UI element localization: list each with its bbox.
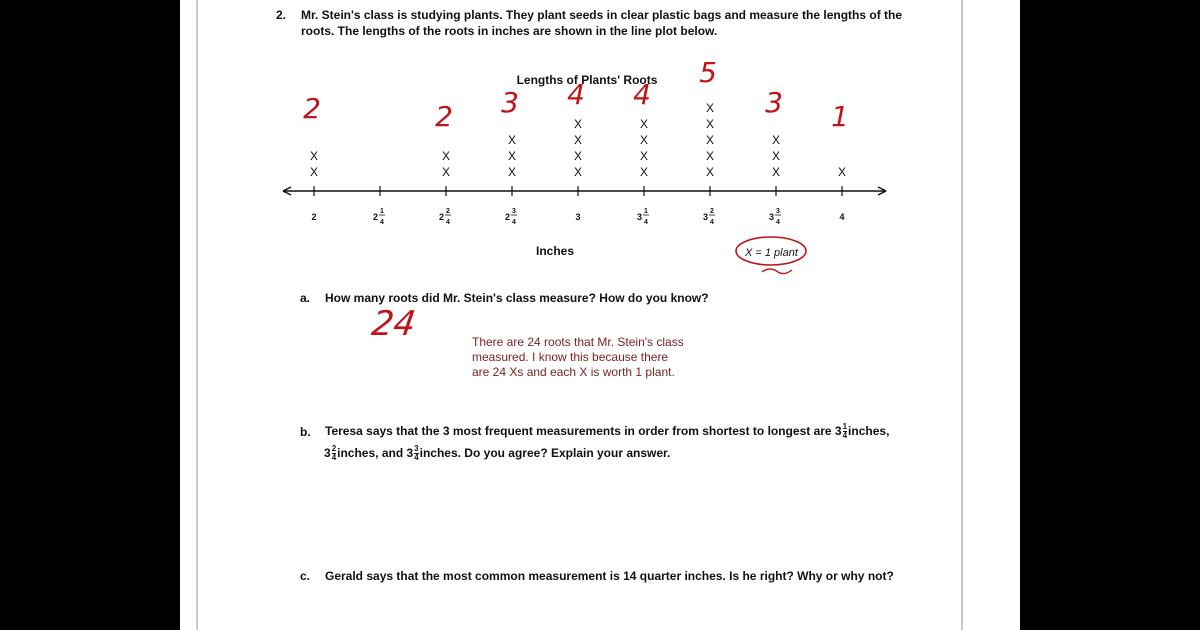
question-intro-line1: Mr. Stein's class is studying plants. They plant seeds in clear plastic bags and measure the lengths of the — [301, 8, 903, 22]
tick-label — [839, 212, 844, 222]
number-line — [283, 187, 886, 195]
handwritten-count: 3 — [765, 86, 783, 119]
svg-text:3: 3 — [636, 212, 642, 222]
part-b-fraction-3: $\frac{3}{4}$ — [414, 444, 419, 463]
plot-x-mark: X — [639, 165, 649, 179]
svg-text:2: 2 — [446, 208, 450, 215]
handwritten-count: 3 — [501, 86, 519, 119]
plot-x-mark: X — [573, 149, 583, 163]
plot-x-mark: X — [705, 133, 715, 147]
question-number: 2. — [276, 8, 287, 22]
plot-x-mark: X — [705, 101, 715, 115]
legend-key: X = 1 plant — [745, 247, 798, 259]
svg-text:3: 3 — [702, 212, 708, 222]
question-intro-line2: roots. The lengths of the roots in inches are shown in the line plot below. — [301, 24, 718, 38]
part-c-label: c. — [300, 569, 311, 583]
tick-label — [373, 208, 385, 226]
svg-text:3: 3 — [512, 208, 516, 215]
handwritten-count: 2 — [435, 100, 453, 133]
svg-text:4: 4 — [776, 219, 780, 226]
plot-x-mark: X — [639, 133, 649, 147]
plot-x-mark: X — [837, 165, 847, 179]
legend-scribble — [762, 269, 792, 274]
plot-x-mark: X — [441, 165, 451, 179]
plot-x-mark: X — [573, 117, 583, 131]
part-a-typed-answer-line1: There are 24 roots that Mr. Stein's class — [472, 335, 684, 349]
plot-x-mark: X — [573, 133, 583, 147]
part-a-handwritten-answer: 24 — [369, 304, 419, 344]
handwritten-count: 4 — [567, 78, 585, 111]
svg-text:2: 2 — [311, 212, 317, 222]
part-c-question: Gerald says that the most common measurement is 14 quarter inches. Is he right? Why or why not? — [325, 569, 894, 583]
svg-text:2: 2 — [710, 208, 714, 215]
plot-x-mark: X — [705, 117, 715, 131]
plot-x-mark: X — [507, 165, 517, 179]
handwritten-count: 2 — [303, 92, 321, 125]
plot-x-mark: X — [705, 165, 715, 179]
svg-text:4: 4 — [446, 219, 450, 226]
plot-x-mark: X — [507, 149, 517, 163]
tick-label — [703, 208, 715, 226]
x-axis-label: Inches — [535, 244, 575, 258]
tick-label — [311, 212, 316, 222]
plot-x-mark: X — [639, 149, 649, 163]
chart-title: Lengths of Plants' Roots — [516, 73, 658, 87]
part-b-label: b. — [300, 425, 311, 439]
svg-text:4: 4 — [710, 219, 714, 226]
svg-text:2: 2 — [438, 212, 444, 222]
part-b-text: Teresa says that the 3 most frequent measurements in order from shortest to longest are 3 — [325, 424, 842, 438]
plot-x-mark: X — [309, 165, 319, 179]
part-b-fraction-2: $\frac{2}{4}$ — [331, 444, 337, 463]
plot-x-mark: X — [771, 165, 781, 179]
handwritten-count: 5 — [699, 56, 717, 89]
svg-text:3: 3 — [768, 212, 774, 222]
tick-label — [575, 212, 580, 222]
svg-text:4: 4 — [380, 219, 384, 226]
svg-text:2: 2 — [504, 212, 510, 222]
part-a-typed-answer-line2: measured. I know this because there — [472, 350, 669, 364]
svg-text:4: 4 — [512, 219, 516, 226]
part-b-line1 — [325, 420, 889, 442]
part-a-typed-answer-line3: are 24 Xs and each X is worth 1 plant. — [472, 365, 675, 379]
plot-x-mark: X — [507, 133, 517, 147]
tick-label — [637, 208, 649, 226]
tick-label — [505, 208, 517, 226]
part-a-question: How many roots did Mr. Stein's class measure? How do you know? — [325, 291, 709, 305]
svg-text:1: 1 — [644, 208, 648, 215]
svg-text:4: 4 — [839, 212, 845, 222]
tick-label — [439, 208, 451, 226]
svg-text:1: 1 — [380, 208, 384, 215]
svg-text:4: 4 — [644, 219, 648, 226]
plot-x-mark: X — [639, 117, 649, 131]
plot-x-mark: X — [705, 149, 715, 163]
svg-text:3: 3 — [776, 208, 780, 215]
plot-x-mark: X — [309, 149, 319, 163]
part-b-fraction-1: $\frac{1}{4}$ — [842, 422, 848, 441]
part-a-label: a. — [300, 291, 311, 305]
svg-text:3: 3 — [575, 212, 581, 222]
handwritten-count: 4 — [633, 78, 651, 111]
plot-x-mark: X — [441, 149, 451, 163]
part-b-line2: 3 $\frac{2}{4}$ inches, and 3 $\frac{3}{4}$ inches. Do you agree? Explain your answer. — [324, 444, 671, 463]
plot-x-mark: X — [771, 133, 781, 147]
part-b-tail: inches, — [848, 424, 890, 438]
tick-label — [769, 208, 781, 226]
svg-text:2: 2 — [372, 212, 378, 222]
plot-x-mark: X — [573, 165, 583, 179]
handwritten-count: 1 — [831, 100, 849, 133]
plot-x-mark: X — [771, 149, 781, 163]
